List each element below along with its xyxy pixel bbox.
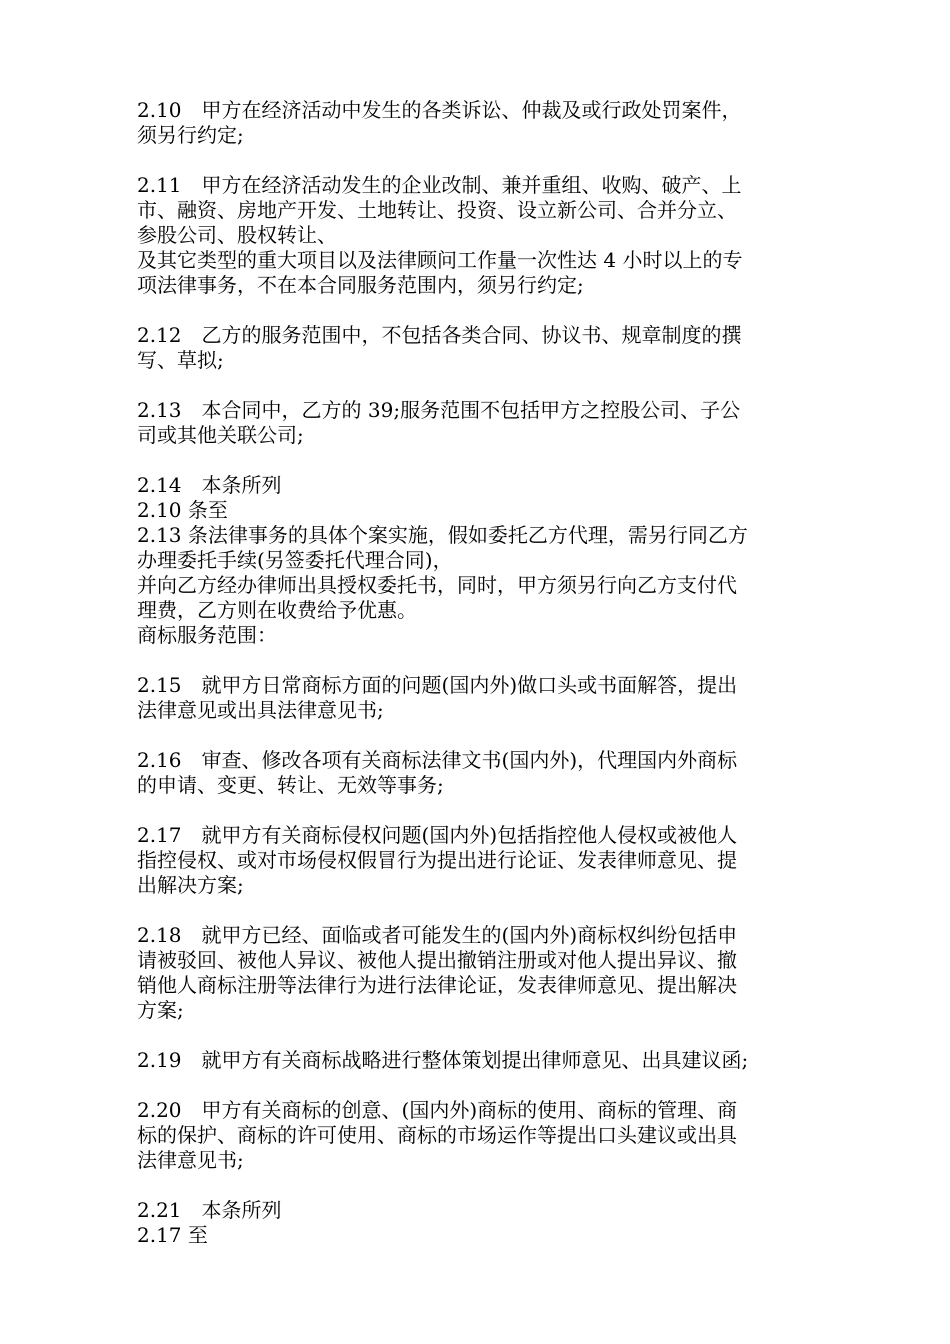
text-line: 标的保护、商标的许可使用、商标的市场运作等提出口头建议或出具 xyxy=(137,1123,737,1147)
clause-2-17 xyxy=(137,823,827,898)
text-line: 须另行约定; xyxy=(137,123,244,147)
text-line: 2.10 甲方在经济活动中发生的各类诉讼、仲裁及或行政处罚案件， xyxy=(137,98,742,122)
clause-2-18 xyxy=(137,923,827,1023)
text-line: 2.17 就甲方有关商标侵权问题(国内外)包括指控他人侵权或被他人 xyxy=(137,823,738,847)
text-line: 方案; xyxy=(137,998,184,1022)
text-line: 2.16 审查、修改各项有关商标法律文书(国内外)，代理国内外商标 xyxy=(137,748,738,772)
text-line: 2.15 就甲方日常商标方面的问题(国内外)做口头或书面解答，提出 xyxy=(137,673,738,697)
clause-2-16 xyxy=(137,748,827,798)
text-line: 理费，乙方则在收费给予优惠。 xyxy=(137,598,417,622)
text-line: 的申请、变更、转让、无效等事务; xyxy=(137,773,444,797)
text-line: 法律意见或出具法律意见书; xyxy=(137,698,384,722)
clause-2-15 xyxy=(137,673,827,723)
clause-2-10 xyxy=(137,98,827,148)
text-line: 项法律事务，不在本合同服务范围内，须另行约定; xyxy=(137,273,584,297)
text-line: 2.12 乙方的服务范围中，不包括各类合同、协议书、规章制度的撰 xyxy=(137,323,742,347)
text-line: 2.21 本条所列 xyxy=(137,1198,282,1222)
text-line: 请被驳回、被他人异议、被他人提出撤销注册或对他人提出异议、撤 xyxy=(137,948,737,972)
text-line: 参股公司、股权转让、 xyxy=(137,223,337,247)
text-line: 出解决方案; xyxy=(137,873,244,897)
clause-2-20 xyxy=(137,1098,827,1173)
text-line: 2.17 至 xyxy=(137,1223,208,1247)
document-page xyxy=(137,98,827,1248)
text-line: 办理委托手续(另签委托代理合同)， xyxy=(137,548,453,572)
clause-2-11 xyxy=(137,173,827,298)
text-line: 2.19 就甲方有关商标战略进行整体策划提出律师意见、出具建议函; xyxy=(137,1048,749,1072)
text-line: 并向乙方经办律师出具授权委托书，同时，甲方须另行向乙方支付代 xyxy=(137,573,737,597)
text-line: 指控侵权、或对市场侵权假冒行为提出进行论证、发表律师意见、提 xyxy=(137,848,737,872)
text-line: 2.13 条法律事务的具体个案实施，假如委托乙方代理，需另行同乙方 xyxy=(137,523,748,547)
text-line: 销他人商标注册等法律行为进行法律论证，发表律师意见、提出解决 xyxy=(137,973,737,997)
text-line: 2.18 就甲方已经、面临或者可能发生的(国内外)商标权纠纷包括申 xyxy=(137,923,738,947)
clause-2-19 xyxy=(137,1048,827,1073)
clause-2-12 xyxy=(137,323,827,373)
clause-2-14 xyxy=(137,473,827,648)
text-line: 法律意见书; xyxy=(137,1148,244,1172)
clause-2-13 xyxy=(137,398,827,448)
clause-2-21 xyxy=(137,1198,827,1248)
text-line: 及其它类型的重大项目以及法律顾问工作量一次性达 4 小时以上的专 xyxy=(137,248,743,272)
text-line: 2.14 本条所列 xyxy=(137,473,282,497)
text-line: 司或其他关联公司; xyxy=(137,423,304,447)
text-line: 2.20 甲方有关商标的创意、(国内外)商标的使用、商标的管理、商 xyxy=(137,1098,738,1122)
text-line: 2.13 本合同中，乙方的 39;服务范围不包括甲方之控股公司、子公 xyxy=(137,398,741,422)
text-line: 2.10 条至 xyxy=(137,498,228,522)
section-heading: 商标服务范围： xyxy=(137,623,277,647)
text-line: 市、融资、房地产开发、土地转让、投资、设立新公司、合并分立、 xyxy=(137,198,737,222)
text-line: 写、草拟; xyxy=(137,348,224,372)
text-line: 2.11 甲方在经济活动发生的企业改制、兼并重组、收购、破产、上 xyxy=(137,173,742,197)
